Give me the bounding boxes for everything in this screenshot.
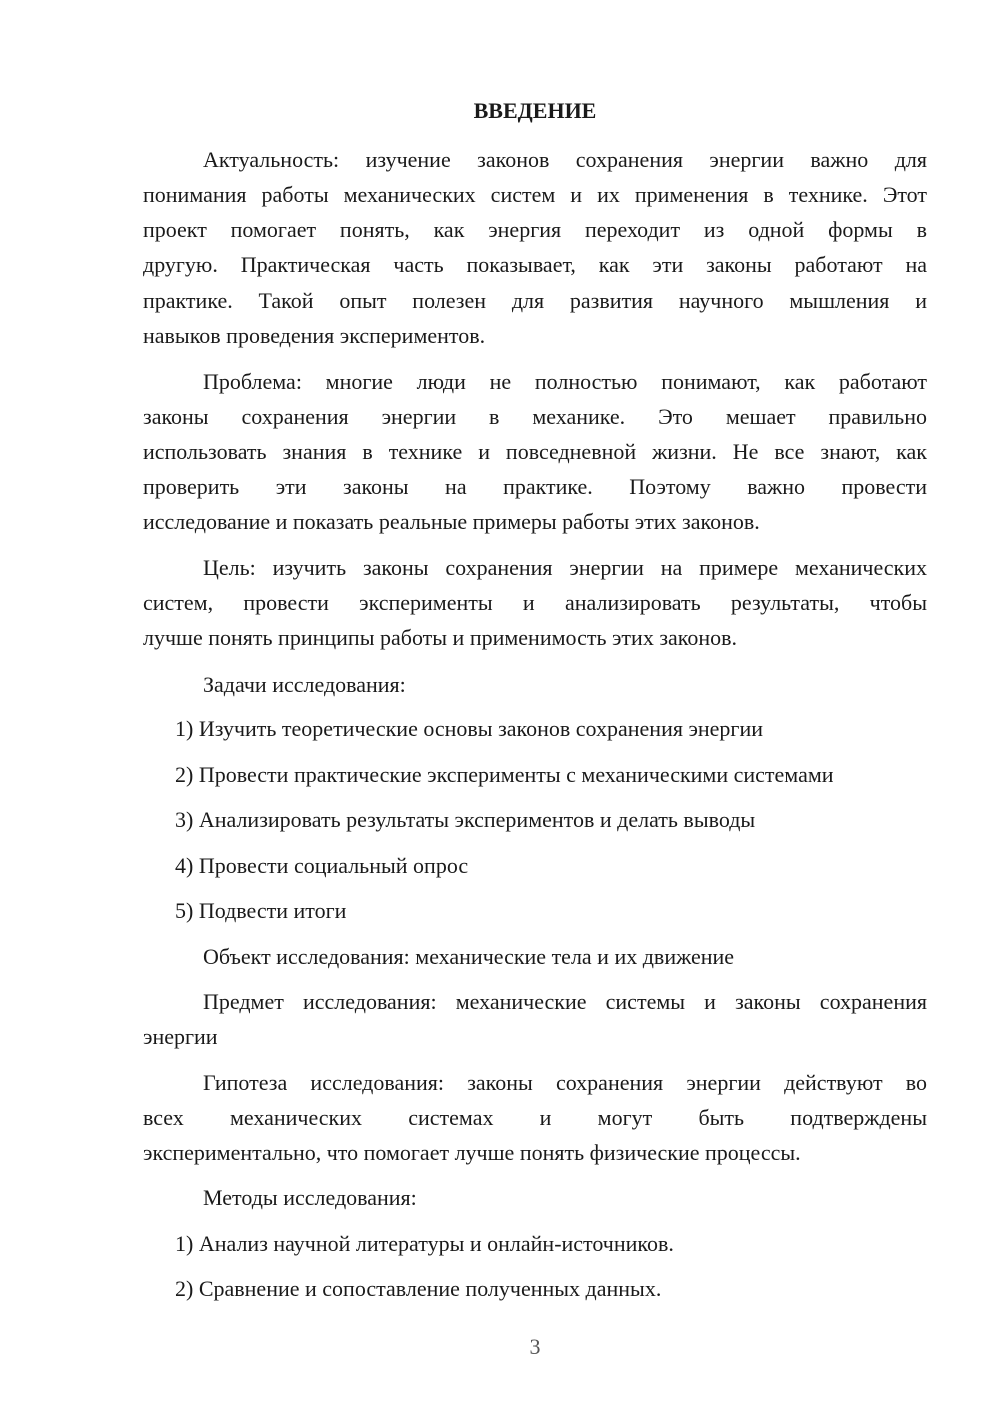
subject-line: энергии bbox=[143, 1024, 218, 1049]
relevance-line: понимания работы механических систем и их применения в технике. Этот bbox=[143, 182, 927, 207]
task-item: 1) Изучить теоретические основы законов сохранения энергии bbox=[175, 716, 764, 741]
goal-line: Цель: изучить законы сохранения энергии на примере механических bbox=[203, 555, 927, 580]
relevance-line: практике. Такой опыт полезен для развития научного мышления и bbox=[143, 288, 927, 313]
task-item: 4) Провести социальный опрос bbox=[175, 853, 469, 878]
problem-line: проверить эти законы на практике. Поэтому важно провести bbox=[143, 474, 927, 499]
tasks-heading: Задачи исследования: bbox=[203, 672, 406, 697]
task-item: 2) Провести практические эксперименты с механическими системами bbox=[175, 762, 834, 787]
method-item: 1) Анализ научной литературы и онлайн-источников. bbox=[175, 1231, 674, 1256]
task-item: 5) Подвести итоги bbox=[175, 898, 347, 923]
goal-line: лучше понять принципы работы и применимость этих законов. bbox=[143, 625, 737, 650]
hypothesis-line: всех механических системах и могут быть подтверждены bbox=[143, 1105, 927, 1130]
relevance-line: проект помогает понять, как энергия переходит из одной формы в bbox=[143, 217, 927, 242]
problem-line: исследование и показать реальные примеры работы этих законов. bbox=[143, 509, 760, 534]
research-object: Объект исследования: механические тела и их движение bbox=[203, 944, 735, 969]
problem-line: Проблема: многие люди не полностью понимают, как работают bbox=[203, 369, 927, 394]
relevance-line: Актуальность: изучение законов сохранения энергии важно для bbox=[203, 147, 927, 172]
relevance-line: другую. Практическая часть показывает, как эти законы работают на bbox=[143, 252, 927, 277]
hypothesis-line: Гипотеза исследования: законы сохранения энергии действуют во bbox=[203, 1070, 927, 1095]
methods-heading: Методы исследования: bbox=[203, 1185, 417, 1210]
problem-line: использовать знания в технике и повседневной жизни. Не все знают, как bbox=[143, 439, 927, 464]
subject-line: Предмет исследования: механические системы и законы сохранения bbox=[203, 989, 927, 1014]
method-item: 2) Сравнение и сопоставление полученных данных. bbox=[175, 1276, 662, 1301]
page-number: 3 bbox=[529, 1334, 541, 1359]
task-item: 3) Анализировать результаты экспериментов и делать выводы bbox=[175, 807, 756, 832]
problem-line: законы сохранения энергии в механике. Это мешает правильно bbox=[143, 404, 927, 429]
relevance-line: навыков проведения экспериментов. bbox=[143, 323, 486, 348]
section-title: ВВЕДЕНИЕ bbox=[473, 98, 597, 123]
goal-line: систем, провести эксперименты и анализировать результаты, чтобы bbox=[143, 590, 927, 615]
hypothesis-line: экспериментально, что помогает лучше понять физические процессы. bbox=[143, 1140, 801, 1165]
